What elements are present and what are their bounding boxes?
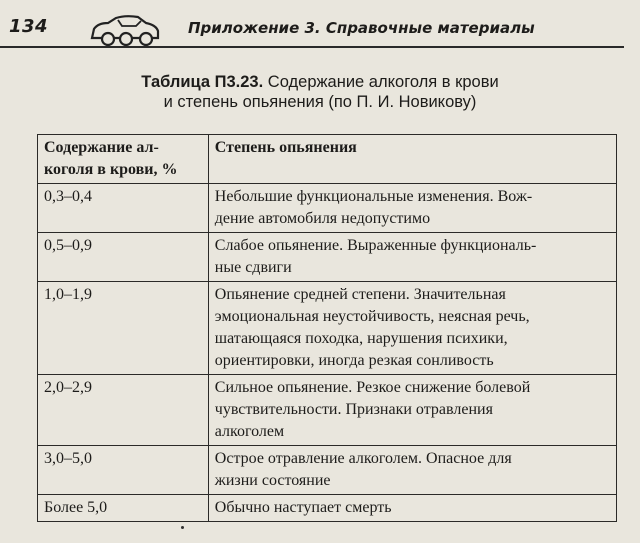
table-row: [38, 495, 617, 522]
table-caption: [60, 72, 580, 112]
car-icon: [86, 14, 164, 48]
alcohol-table: [37, 134, 617, 522]
table-row: [38, 184, 617, 233]
caption-number: Таблица П3.23.: [141, 73, 264, 91]
page-header: [0, 0, 640, 50]
table-row: [38, 233, 617, 282]
running-title: Приложение 3. Справочные материалы: [188, 19, 535, 37]
cell-range: 3,0–5,0: [38, 446, 209, 495]
cell-range: 1,0–1,9: [38, 282, 209, 375]
header-degree: Степень опьянения: [208, 135, 616, 184]
cell-range: 0,5–0,9: [38, 233, 209, 282]
caption-title: Содержание алкоголя в крови: [267, 73, 499, 91]
cell-description: Сильное опьянение. Резкое снижение болевой чувствительности. Признаки отравления алкоголем: [208, 375, 616, 446]
cell-description: Острое отравление алкоголем. Опасное для жизни состояние: [208, 446, 616, 495]
table-row: [38, 282, 617, 375]
table-header-row: [38, 135, 617, 184]
table-row: [38, 375, 617, 446]
cell-range: 0,3–0,4: [38, 184, 209, 233]
cell-description: Небольшие функциональные изменения. Вож- дение автомобиля недопустимо: [208, 184, 616, 233]
print-speck: [181, 526, 184, 529]
page-number: 134: [9, 16, 49, 37]
caption-line-2: и степень опьянения (по П. И. Новикову): [163, 93, 477, 111]
cell-range: Более 5,0: [38, 495, 209, 522]
table-row: [38, 446, 617, 495]
header-rule: [0, 46, 624, 48]
cell-description: Слабое опьянение. Выраженные функциональ- ные сдвиги: [208, 233, 616, 282]
cell-description: Обычно наступает смерть: [208, 495, 616, 522]
cell-range: 2,0–2,9: [38, 375, 209, 446]
cell-description: Опьянение средней степени. Значительная эмоциональная неустойчивость, неясная речь, шатающаяся походка, нарушения психики, ориентировки, иногда резкая сонливость: [208, 282, 616, 375]
header-content: Содержание ал- коголя в крови, %: [38, 135, 209, 184]
caption-line-1: [60, 72, 580, 92]
